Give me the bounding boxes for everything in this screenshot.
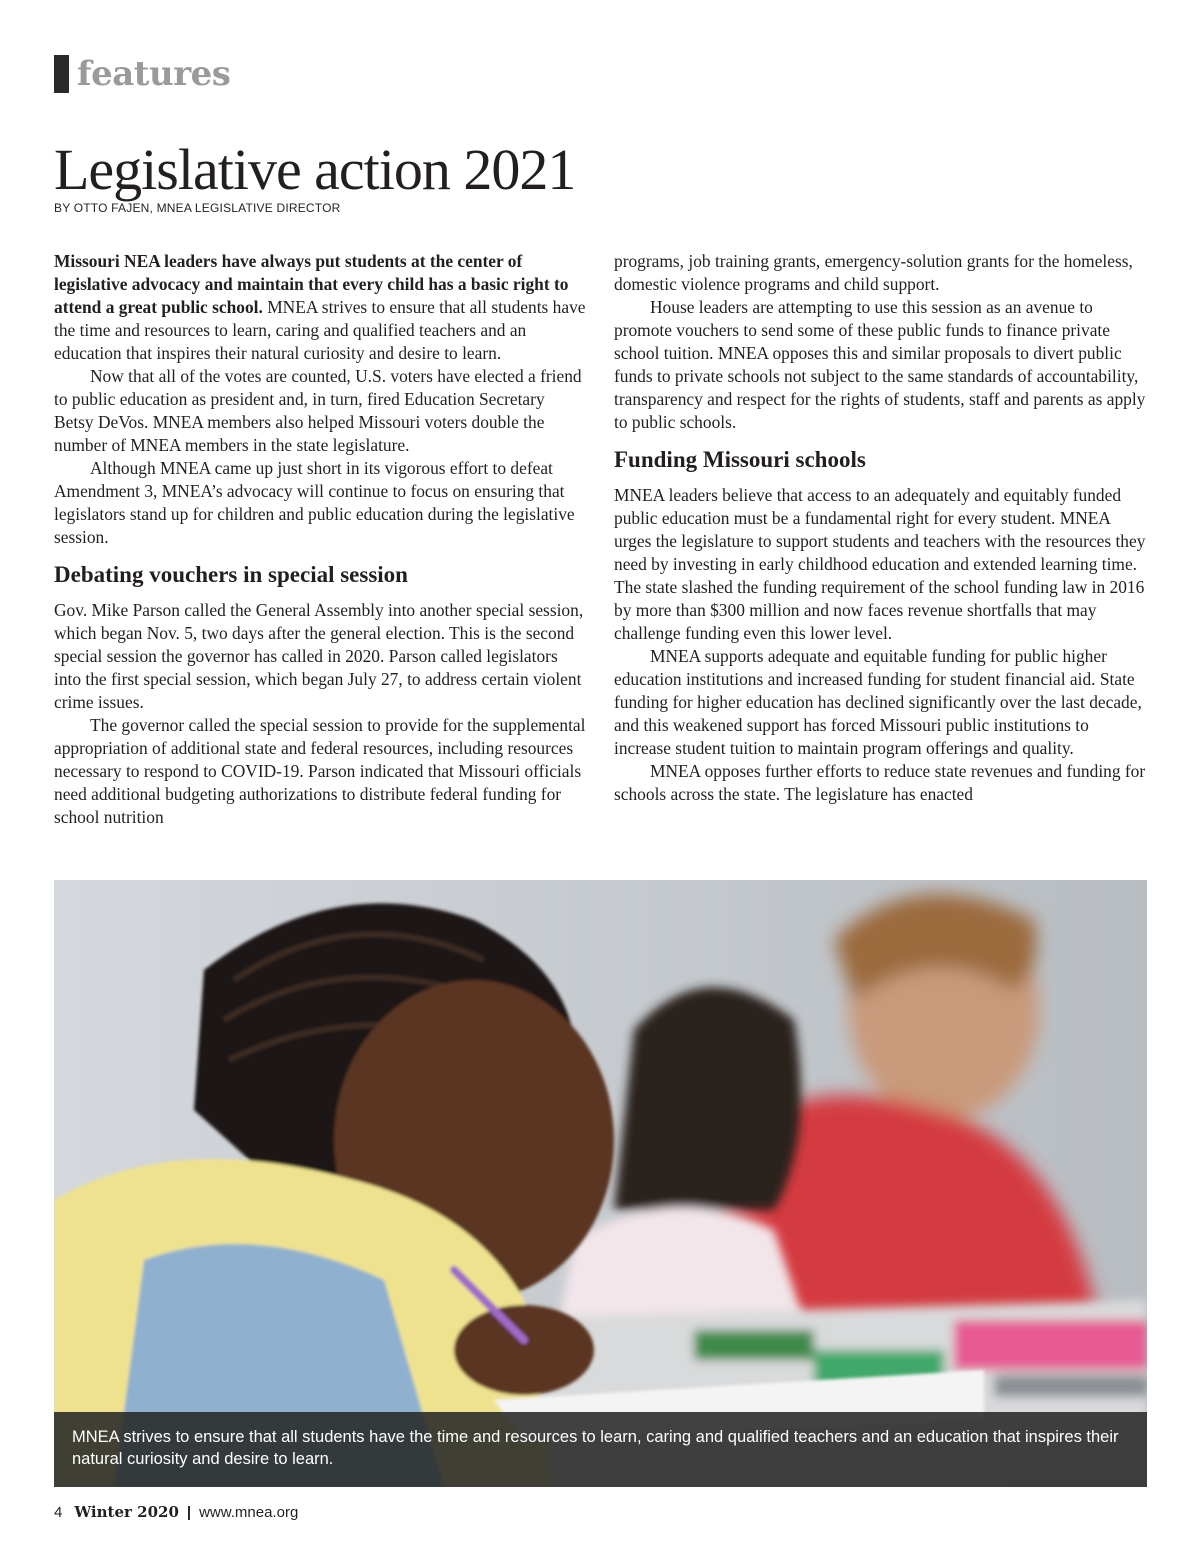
page-footer [54, 1503, 298, 1521]
left-column [54, 250, 586, 829]
paragraph-special-session: Gov. Mike Parson called the General Assembly into another special session, which began Nov. 5, two days after the general election. This is the second special session the governor has called in 2020. Parson called legislators into the first special session, which began July 27, to address certain violent crime issues. [54, 600, 584, 712]
page-number: 4 [54, 1504, 63, 1521]
paragraph-amendment: Although MNEA came up just short in its vigorous effort to defeat Amendment 3, MNEA’s advocacy will continue to focus on ensuring that legislators stand up for children and public education during the legislative session. [54, 458, 575, 547]
lede-text: MNEA strives to ensure that all students have the time and resources to learn, caring and qualified teachers and an education that inspires their natural curiosity and desire to learn. [54, 297, 586, 363]
issue-label: Winter 2020 [74, 1503, 179, 1521]
classroom-illustration [54, 880, 1147, 1487]
paragraph-revenues: MNEA opposes further efforts to reduce state revenues and funding for schools across the state. The legislature has enacted [614, 761, 1146, 804]
section-label: features [77, 54, 231, 94]
article-title: Legislative action 2021 [54, 137, 576, 202]
article-byline: BY OTTO FAJEN, MNEA LEGISLATIVE DIRECTOR [54, 201, 341, 215]
section-tag-bar [54, 55, 69, 93]
paragraph-appropriation: The governor called the special session to provide for the supplemental appropriation of additional state and federal resources, including resources necessary to respond to COVID-19. Parson indicated that Missouri officials need additional budgeting authorizations to distribute federal funding for school nutrition [54, 715, 586, 827]
section-tag [54, 54, 230, 94]
photo-caption: MNEA strives to ensure that all students have the time and resources to learn, caring and qualified teachers and an education that inspires their natural curiosity and desire to learn. [54, 1412, 1147, 1487]
right-column [614, 250, 1146, 806]
footer-separator: | [186, 1504, 192, 1521]
paragraph-higher-ed: MNEA supports adequate and equitable funding for public higher education institutions and increased funding for student financial aid. State funding for higher education has declined significantly over the last decade, and this weakened support has forced Missouri public institutions to increase student tuition to maintain program offerings and quality. [614, 646, 1142, 758]
heading-vouchers: Debating vouchers in special session [54, 562, 408, 587]
heading-funding: Funding Missouri schools [614, 447, 866, 472]
lede-paragraph [54, 250, 586, 365]
classroom-photo [54, 880, 1147, 1487]
lede-bold-text: Missouri NEA leaders have always put students at the center of legislative advocacy and maintain that every child has a basic right to attend a great public school. [54, 251, 569, 317]
paragraph-funding-access: MNEA leaders believe that access to an adequately and equitably funded public education must be a fundamental right for every student. MNEA urges the legislature to support students and teachers with the resources they need by investing in early childhood education and extended learning time. The state slashed the funding requirement of the school funding law in 2016 by more than $300 million and now faces revenue shortfalls that may challenge funding even this lower level. [614, 485, 1146, 643]
paragraph-votes: Now that all of the votes are counted, U.S. voters have elected a friend to public education as president and, in turn, fired Education Secretary Betsy DeVos. MNEA members also helped Missouri voters double the number of MNEA members in the state legislature. [54, 366, 582, 455]
website-url: www.mnea.org [199, 1504, 299, 1521]
paragraph-programs: programs, job training grants, emergency-solution grants for the homeless, domestic violence programs and child support. [614, 251, 1133, 294]
paragraph-house-leaders: House leaders are attempting to use this session as an avenue to promote vouchers to send some of these public funds to finance private school tuition. MNEA opposes this and similar proposals to divert public funds to private schools not subject to the same standards of accountability, transparency and respect for the rights of students, staff and parents as apply to public schools. [614, 297, 1146, 432]
